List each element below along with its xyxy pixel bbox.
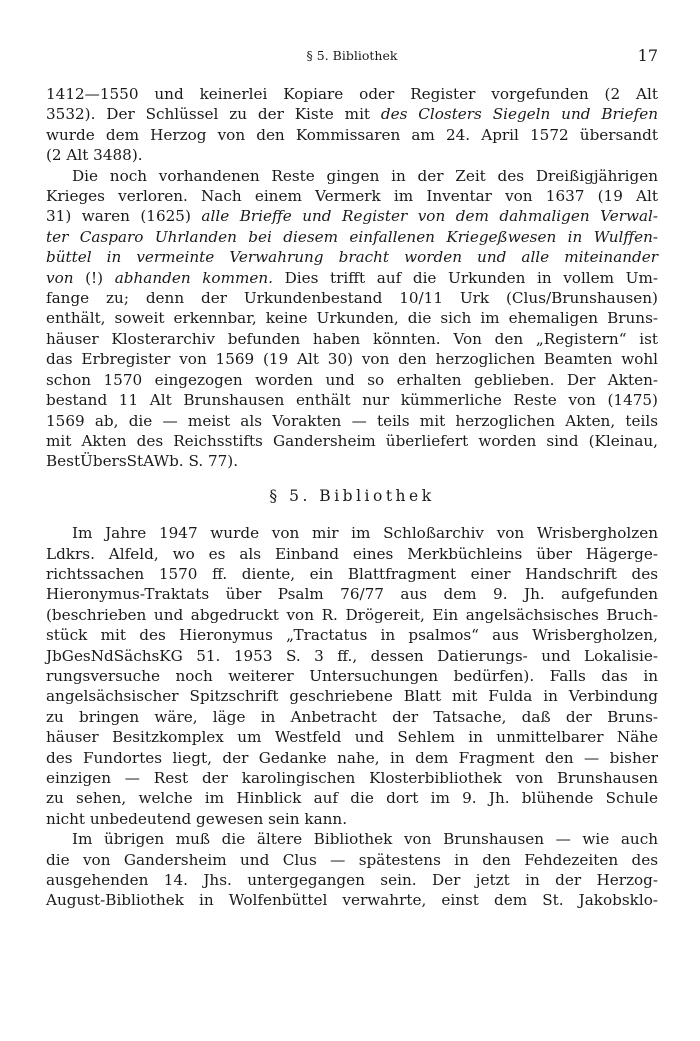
text-line: (2 Alt 3488). <box>46 146 143 165</box>
body-text <box>46 84 658 911</box>
text-line: das Erbregister von 1569 (19 Alt 30) von den herzoglichen Beamten wohl <box>46 350 658 369</box>
text-line: zu sehen, welche im Hinblick auf die dort im 9. Jh. blühende Schule <box>46 789 658 808</box>
text-line: Krieges verloren. Nach einem Vermerk im Inventar von 1637 (19 Alt <box>46 187 658 206</box>
text-line: BestÜbersStAWb. S. 77). <box>46 452 239 471</box>
text-line: JbGesNdSächsKG 51. 1953 S. 3 ff., dessen Datierungs- und Lokalisie- <box>46 646 658 665</box>
text-line: rungsversuche noch weiterer Untersuchungen bedürfen). Falls das in <box>46 666 658 685</box>
paragraph-2 <box>46 166 658 472</box>
text-line: büttel in vermeinte Verwahrung bracht worden und alle miteinander <box>46 248 658 267</box>
text-line: stück mit des Hieronymus „Tractatus in psalmos“ aus Wrisbergholzen, <box>46 626 658 645</box>
text-line: angelsächsischer Spitzschrift geschriebene Blatt mit Fulda in Verbindung <box>46 687 658 706</box>
text-line: des Fundortes liegt, der Gedanke nahe, in dem Fragment den — bisher <box>46 748 658 767</box>
text-line: nicht unbedeutend gewesen sein kann. <box>46 809 348 828</box>
paragraph-3 <box>46 523 658 829</box>
text-line: häuser Besitzkomplex um Westfeld und Sehlem in unmittelbarer Nähe <box>46 728 658 747</box>
page-number: 17 <box>637 46 658 65</box>
text-line: ter Casparo Uhrlanden bei diesem einfallenen Kriegeßwesen in Wulffen- <box>46 227 658 246</box>
text-line: von (!) abhanden kommen. Dies trifft auf die Urkunden in vollem Um- <box>46 268 659 287</box>
text-line: Im Jahre 1947 wurde von mir im Schloßarchiv von Wrisbergholzen <box>72 524 658 543</box>
page-header <box>46 46 658 68</box>
text-line: schon 1570 eingezogen worden und so erhalten geblieben. Der Akten- <box>46 370 658 389</box>
text-line: August-Bibliothek in Wolfenbüttel verwahrte, einst dem St. Jakobsklo- <box>46 891 658 910</box>
text-line: die von Gandersheim und Clus — spätestens in den Fehdezeiten des <box>46 850 658 869</box>
text-line: mit Akten des Reichsstifts Gandersheim überliefert worden sind (Kleinau, <box>46 431 658 450</box>
text-line: (beschrieben und abgedruckt von R. Drögereit, Ein angelsächsisches Bruch- <box>46 605 658 624</box>
text-line: fange zu; denn der Urkundenbestand 10/11 Urk (Clus/Brunshausen) <box>46 289 658 308</box>
text-line: Hieronymus-Traktats über Psalm 76/77 aus dem 9. Jh. aufgefunden <box>46 585 658 604</box>
text-line: 31) waren (1625) alle Brieffe und Register von dem dahmaligen Verwal- <box>46 207 658 226</box>
text-line: 3532). Der Schlüssel zu der Kiste mit des Closters Siegeln und Briefen <box>46 105 658 124</box>
text-line: ausgehenden 14. Jhs. untergegangen sein. Der jetzt in der Herzog- <box>46 871 658 890</box>
text-line: einzigen — Rest der karolingischen Klosterbibliothek von Brunshausen <box>46 769 658 787</box>
text-line: häuser Klosterarchiv befunden haben könnten. Von den „Registern“ ist <box>46 329 658 348</box>
text-line: richtssachen 1570 ff. diente, ein Blattfragment einer Handschrift des <box>46 564 658 583</box>
text-line: 1412—1550 und keinerlei Kopiare oder Register vorgefunden (2 Alt <box>46 85 658 103</box>
text-line: Im übrigen muß die ältere Bibliothek von Brunshausen — wie auch <box>72 830 658 849</box>
text-line: zu bringen wäre, läge in Anbetracht der Tatsache, daß der Bruns- <box>46 707 658 726</box>
paragraph-1 <box>46 84 658 166</box>
running-head: § 5. Bibliothek <box>306 48 398 63</box>
text-line: bestand 11 Alt Brunshausen enthält nur kümmerliche Reste von (1475) <box>46 391 658 410</box>
text-line: Ldkrs. Alfeld, wo es als Einband eines Merkbüchleins über Hägerge- <box>46 544 658 563</box>
text-line: Die noch vorhandenen Reste gingen in der Zeit des Dreißigjährigen <box>72 166 658 185</box>
text-line: wurde dem Herzog von den Kommissaren am 24. April 1572 übersandt <box>46 125 658 144</box>
text-line: enthält, soweit erkennbar, keine Urkunden, die sich im ehemaligen Bruns- <box>46 309 658 328</box>
section-heading: § 5. Bibliothek <box>269 486 435 505</box>
text-line: 1569 ab, die — meist als Vorakten — teils mit herzoglichen Akten, teils <box>46 411 658 430</box>
paragraph-4 <box>46 829 658 911</box>
